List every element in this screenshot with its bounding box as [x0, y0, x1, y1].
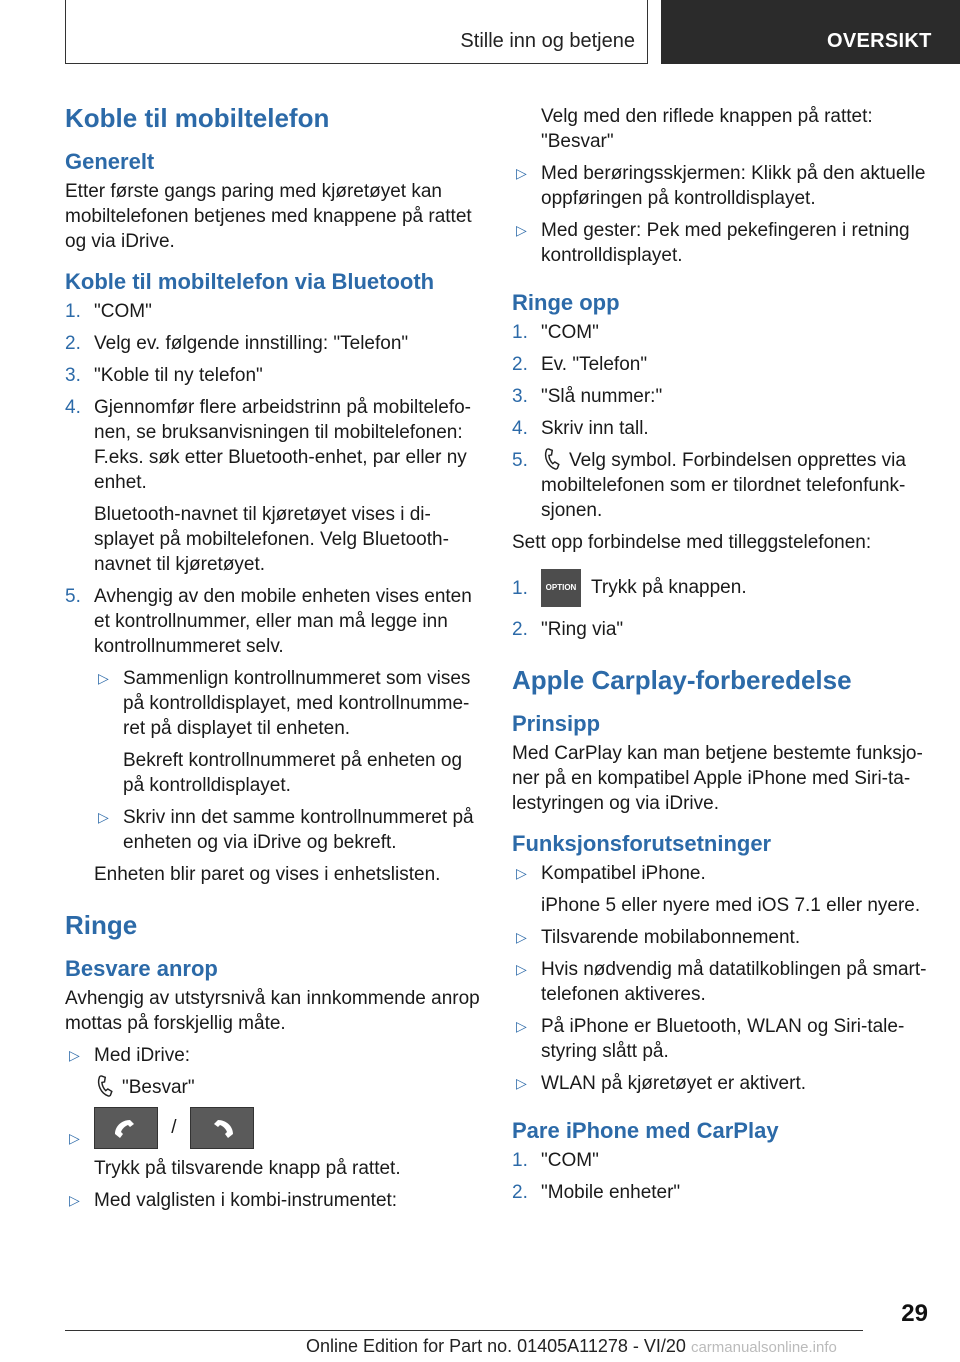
- heading-generelt: Generelt: [65, 149, 155, 174]
- bullet-item: ▷ Tilsvarende mobilabonnement.: [516, 927, 801, 948]
- list-item: 3. "Slå nummer:": [512, 386, 663, 407]
- bullet-continuation: "Besvar": [65, 1075, 483, 1100]
- bullet-item: ▷ Med valglisten i kombi-instrumentet:: [69, 1190, 398, 1212]
- list-item-continuation: Bluetooth-navnet til kjøretøyet vises i di-splayet på mobiltelefonen. Velg Bluetooth-navnet til kjøretøyet.: [94, 504, 449, 575]
- list-item: 1. "COM": [65, 301, 152, 322]
- option-button-icon: OPTION: [541, 569, 581, 607]
- section-title: Stille inn og betjene: [460, 30, 635, 52]
- list-item: 3. "Koble til ny telefon": [65, 365, 263, 386]
- paragraph-generelt: Etter første gangs paring med kjøretøyet kan mobiltelefonen betjenes med knappene på rattet og via iDrive.: [65, 181, 472, 252]
- triangle-bullet-icon: ▷: [69, 1047, 80, 1063]
- bullet-item: ▷ WLAN på kjøretøyet er aktivert.: [516, 1073, 807, 1094]
- heading-ringe: Ringe: [65, 910, 138, 940]
- list-item: 1. "COM": [512, 322, 599, 343]
- heading-prinsipp: Prinsipp: [512, 711, 601, 736]
- bullet-item: ▷ Skriv inn det samme kontrollnummeret på enheten og via iDrive og bekreft.: [98, 807, 474, 853]
- bullet-item: ▷ /: [65, 1107, 483, 1149]
- list-item: 4. Skriv inn tall.: [512, 418, 649, 439]
- paragraph-prinsipp: Med CarPlay kan man betjene bestemte funksjo-ner på en kompatibel Apple iPhone med Siri-ta-lestyringen og via iDrive.: [512, 743, 923, 814]
- bullet-item: ▷ Med iDrive:: [69, 1045, 191, 1066]
- edition-text: Online Edition for Part no. 01405A11278 - VI/20: [306, 1336, 686, 1356]
- triangle-bullet-icon: ▷: [516, 1075, 527, 1091]
- triangle-bullet-icon: ▷: [516, 961, 527, 977]
- accept-call-button-icon: [94, 1107, 158, 1149]
- bullet-continuation: Trykk på tilsvarende knapp på rattet.: [94, 1158, 401, 1180]
- overview-tab-label: OVERSIKT: [827, 30, 932, 52]
- list-item: 5. Avhengig av den mobile enheten vises enten et kontrollnummer, eller man må legge inn kontrollnummeret selv.: [65, 586, 472, 657]
- bullet-continuation: iPhone 5 eller nyere med iOS 7.1 eller nyere.: [541, 895, 921, 916]
- heading-carplay: Apple Carplay-forberedelse: [512, 665, 852, 695]
- list-item: 2. "Mobile enheter": [512, 1182, 681, 1203]
- triangle-bullet-icon: ▷: [516, 865, 527, 881]
- overview-tab[interactable]: [661, 0, 960, 64]
- triangle-bullet-icon: ▷: [516, 929, 527, 945]
- list-item-continuation: Enheten blir paret og vises i enhetslisten.: [94, 864, 441, 885]
- phone-icon: [541, 448, 563, 470]
- page-number: 29: [901, 1300, 928, 1327]
- list-item: 1. "COM": [512, 1150, 599, 1171]
- list-item: 5. Velg symbol. Forbindelsen opprettes via mobiltelefonen som er tilordnet telefonfunk-sjonen.: [512, 450, 906, 521]
- end-call-button-icon: [190, 1107, 254, 1149]
- triangle-bullet-icon: ▷: [516, 1018, 527, 1034]
- heading-besvare-anrop: Besvare anrop: [65, 956, 218, 981]
- triangle-bullet-icon: ▷: [69, 1192, 80, 1209]
- bullet-item: ▷ Med berøringsskjermen: Klikk på den aktuelle oppføringen på kontrolldisplayet.: [516, 163, 926, 209]
- triangle-bullet-icon: ▷: [98, 809, 109, 825]
- heading-funksjonsforutsetninger: Funksjonsforutsetninger: [512, 831, 772, 856]
- heading-bluetooth: Koble til mobiltelefon via Bluetooth: [65, 269, 435, 294]
- watermark-text: carmanualsonline.info: [690, 1339, 837, 1356]
- right-column: [512, 104, 932, 1212]
- bullet-item: ▷ Hvis nødvendig må datatilkoblingen på smart-telefonen aktiveres.: [516, 959, 927, 1005]
- list-item: 1. OPTION Trykk på knappen.: [512, 566, 932, 610]
- paragraph-tilleggstelefon: Sett opp forbindelse med tilleggstelefonen:: [512, 532, 872, 553]
- triangle-bullet-icon: ▷: [516, 222, 527, 238]
- triangle-bullet-icon: ▷: [516, 165, 527, 181]
- list-item: 4. Gjennomfør flere arbeidstrinn på mobiltelefo-nen, se bruksanvisningen til mobiltelefonen: F.eks. søk etter Bluetooth-enhet, par eller ny enhet.: [65, 397, 472, 493]
- triangle-bullet-icon: ▷: [69, 1130, 80, 1146]
- heading-koble-til-mobiltelefon: Koble til mobiltelefon: [65, 103, 330, 133]
- heading-pare-iphone: Pare iPhone med CarPlay: [512, 1118, 779, 1143]
- header-section-box: [65, 0, 648, 64]
- list-item: 2. "Ring via": [512, 619, 624, 640]
- left-column: [65, 98, 483, 1220]
- paragraph-besvare: Avhengig av utstyrsnivå kan innkommende anrop mottas på forskjellig måte.: [65, 988, 480, 1034]
- footer-edition: [306, 1336, 837, 1357]
- bullet-item: ▷ Med gester: Pek med pekefingeren i retning kontrolldisplayet.: [516, 220, 910, 266]
- list-item: 2. Ev. "Telefon": [512, 354, 648, 375]
- heading-ringe-opp: Ringe opp: [512, 290, 620, 315]
- bullet-item: ▷ Sammenlign kontrollnummeret som vises på kontrolldisplayet, med kontrollnumme-ret på displayet til enheten.: [98, 668, 471, 739]
- bullet-continuation: Bekreft kontrollnummeret på enheten og på kontrolldisplayet.: [123, 750, 463, 796]
- triangle-bullet-icon: ▷: [98, 670, 109, 686]
- phone-icon: [94, 1075, 116, 1097]
- list-item: 2. Velg ev. følgende innstilling: "Telefon": [65, 333, 409, 354]
- bullet-item: ▷ På iPhone er Bluetooth, WLAN og Siri-tale-styring slått på.: [516, 1016, 905, 1062]
- bullet-continuation: Velg med den riflede knappen på rattet: "Besvar": [541, 106, 873, 152]
- bullet-item: ▷ Kompatibel iPhone.: [516, 863, 706, 884]
- footer-divider: [65, 1330, 863, 1331]
